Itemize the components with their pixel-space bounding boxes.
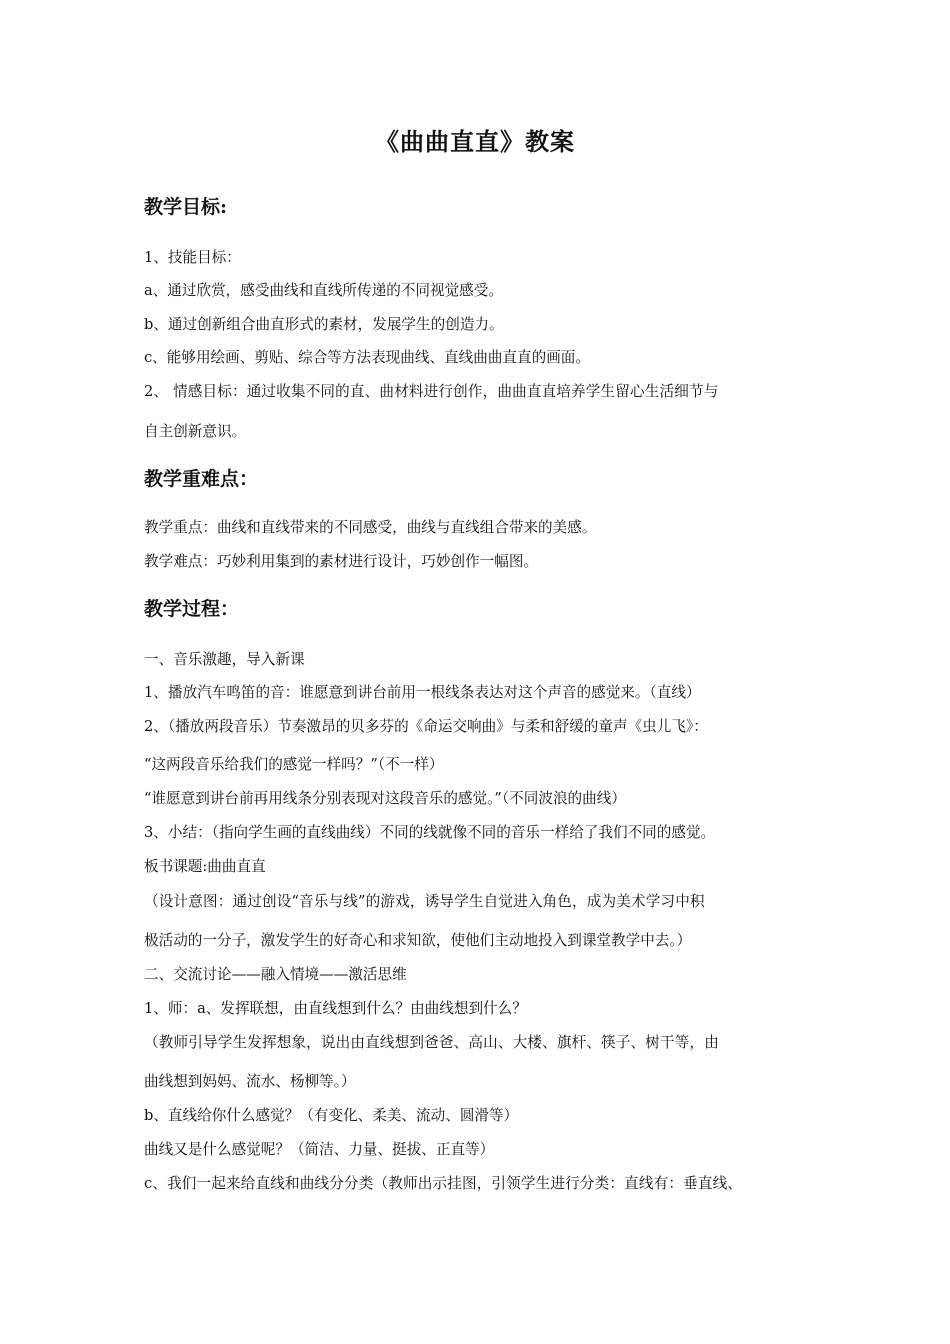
paragraph-line: c、能够用绘画、剪贴、综合等方法表现曲线、直线曲曲直直的画面。: [144, 349, 590, 366]
paragraph-line: （设计意图：通过创设“音乐与线”的游戏，诱导学生自觉进入角色，成为美术学习中积: [144, 893, 705, 910]
paragraph-line: “谁愿意到讲台前再用线条分别表现对这段音乐的感觉。”（不同波浪的曲线）: [144, 790, 626, 807]
paragraph-line: c、我们一起来给直线和曲线分分类（教师出示挂图，引领学生进行分类：直线有：垂直线、: [144, 1175, 743, 1192]
page-title: 《曲曲直直》教案: [375, 127, 575, 156]
paragraph-line: 一、音乐激趣，导入新课: [144, 651, 305, 668]
paragraph-line: 曲线又是什么感觉呢？（简洁、力量、挺拔、正直等）: [144, 1141, 495, 1158]
paragraph-line: 1、技能目标：: [144, 249, 241, 266]
paragraph-line: 教学难点：巧妙利用集到的素材进行设计，巧妙创作一幅图。: [144, 553, 539, 570]
paragraph-line: b、通过创新组合曲直形式的素材，发展学生的创造力。: [144, 316, 504, 333]
section-heading-objectives: 教学目标:: [144, 196, 228, 218]
paragraph-line: b、直线给你什么感觉？（有变化、柔美、流动、圆滑等）: [144, 1107, 519, 1124]
paragraph-line: 曲线想到妈妈、流水、杨柳等。）: [144, 1073, 356, 1090]
paragraph-line: 1、播放汽车鸣笛的音：谁愿意到讲台前用一根线条表达对这个声音的感觉来。（直线）: [144, 684, 701, 701]
paragraph-line: “这两段音乐给我们的感觉一样吗？”（不一样）: [144, 756, 444, 773]
paragraph-line: 2、（播放两段音乐）节奏激昂的贝多芬的《命运交响曲》与柔和舒缓的童声《虫儿飞》：: [144, 718, 708, 735]
paragraph-line: 教学重点：曲线和直线带来的不同感受，曲线与直线组合带来的美感。: [144, 519, 597, 536]
section-heading-key-points: 教学重难点：: [144, 468, 259, 490]
paragraph-line: a、通过欣赏，感受曲线和直线所传递的不同视觉感受。: [144, 282, 503, 299]
paragraph-line: 二、交流讨论——融入情境——激活思维: [144, 966, 407, 983]
paragraph-line: 3、小结：（指向学生画的直线曲线）不同的线就像不同的音乐一样给了我们不同的感觉。: [144, 824, 716, 841]
paragraph-line: 极活动的一分子，激发学生的好奇心和求知欲，使他们主动地投入到课堂教学中去。）: [144, 932, 692, 949]
paragraph-line: 2、 情感目标：通过收集不同的直、曲材料进行创作，曲曲直直培养学生留心生活细节与: [144, 383, 719, 400]
paragraph-line: 1、师：a、发挥联想，由直线想到什么？由曲线想到什么？: [144, 1000, 527, 1017]
paragraph-line: 自主创新意识。: [144, 423, 247, 440]
paragraph-line: （教师引导学生发挥想象，说出由直线想到爸爸、高山、大楼、旗杆、筷子、树干等，由: [144, 1034, 720, 1051]
section-heading-process: 教学过程：: [144, 598, 240, 620]
paragraph-line: 板书课题:曲曲直直: [144, 858, 266, 875]
